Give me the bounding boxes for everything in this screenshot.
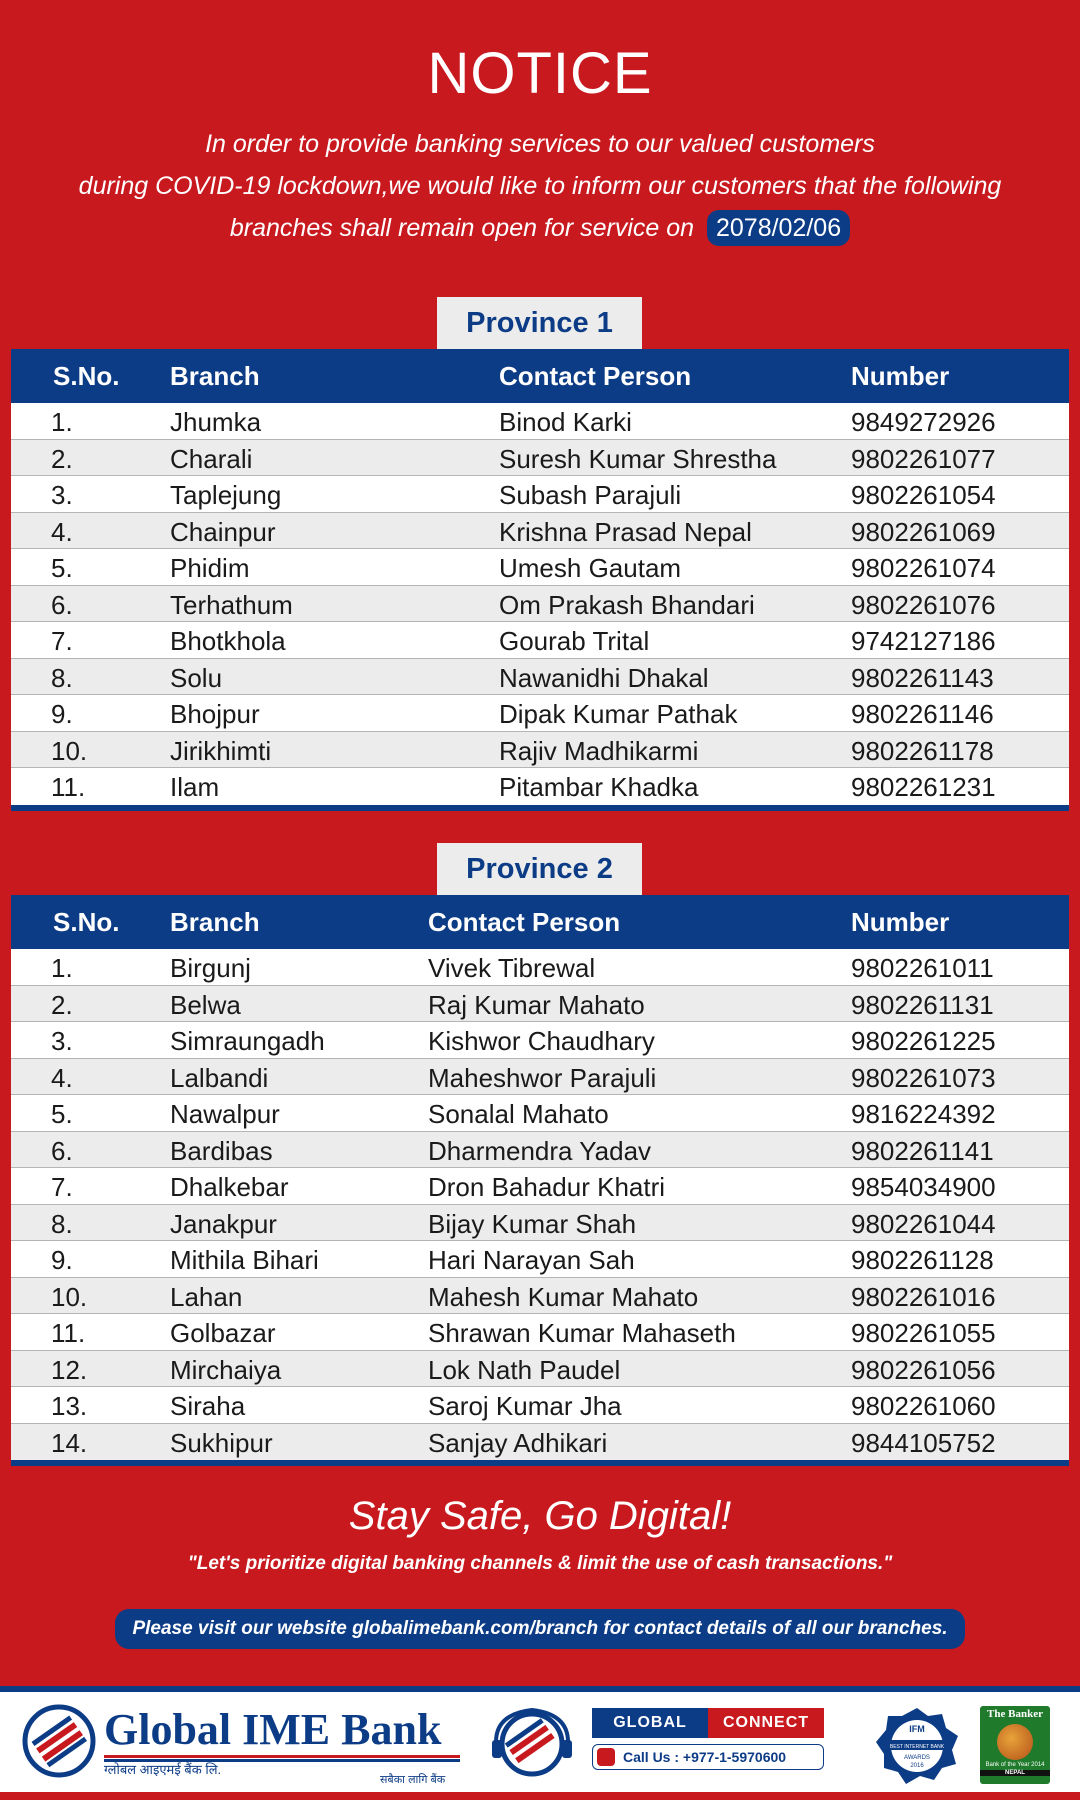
row-branch: Lalbandi <box>170 1062 269 1093</box>
row-branch: Belwa <box>170 989 241 1020</box>
row-contact-person: Sonalal Mahato <box>428 1099 609 1129</box>
table-row <box>11 1351 1069 1388</box>
table-row <box>11 1132 1069 1169</box>
row-contact-person: Nawanidhi Dhakal <box>499 662 709 693</box>
province-2-table <box>11 895 1069 1466</box>
row-phone-number: 9802261128 <box>851 1245 994 1275</box>
province-2-body <box>11 949 1069 1460</box>
table-row <box>11 403 1069 440</box>
row-contact-person: Sanjay Adhikari <box>428 1427 608 1458</box>
table-header <box>11 895 1069 949</box>
table-row <box>11 513 1069 550</box>
row-sno: 8. <box>51 662 73 693</box>
row-phone-number: 9802261077 <box>851 443 996 474</box>
table-row <box>11 1095 1069 1132</box>
row-branch: Nawalpur <box>170 1099 280 1129</box>
row-phone-number: 9802261011 <box>851 953 994 983</box>
row-phone-number: 9802261069 <box>851 516 996 547</box>
award-line2: AWARDS <box>904 1755 930 1761</box>
phone-icon <box>597 1748 615 1766</box>
quote-text: "Let's prioritize digital banking channels & limit the use of cash transactions." <box>187 1553 893 1574</box>
row-sno: 12. <box>51 1354 88 1385</box>
row-branch: Golbazar <box>170 1318 276 1348</box>
row-sno: 5. <box>51 553 73 583</box>
province-2-label: Province 2 <box>437 843 642 895</box>
row-branch: Lahan <box>170 1281 243 1312</box>
brand-subtitle: ग्लोबल आइएमई बैंक लि. <box>104 1762 222 1777</box>
row-branch: Chainpur <box>170 516 276 547</box>
call-us-phone[interactable] <box>592 1744 824 1770</box>
header-contact: Contact Person <box>499 361 692 391</box>
award-year: 2016 <box>910 1763 924 1769</box>
row-phone-number: 9802261056 <box>851 1354 996 1385</box>
table-row <box>11 622 1069 659</box>
globe-icon <box>997 1724 1033 1760</box>
row-phone-number: 9802261225 <box>851 1026 996 1056</box>
table-row <box>11 1168 1069 1205</box>
row-contact-person: Hari Narayan Sah <box>428 1245 635 1275</box>
header-branch: Branch <box>170 907 260 937</box>
intro-text <box>30 123 1050 249</box>
row-contact-person: Shrawan Kumar Mahaseth <box>428 1318 736 1348</box>
province-1-table <box>11 349 1069 811</box>
row-branch: Dhalkebar <box>170 1172 289 1202</box>
row-phone-number: 9802261231 <box>851 772 996 802</box>
call-us-text: Call Us : +977-1-5970600 <box>623 1749 787 1765</box>
row-contact-person: Om Prakash Bhandari <box>499 589 755 620</box>
row-branch: Sukhipur <box>170 1427 273 1458</box>
intro-line-1: In order to provide banking services to our valued customers <box>205 130 875 158</box>
row-sno: 10. <box>51 735 88 766</box>
row-phone-number: 9854034900 <box>851 1172 996 1202</box>
row-phone-number: 9802261143 <box>851 662 994 693</box>
footer-red-bar <box>0 1792 1080 1800</box>
header-branch: Branch <box>170 361 260 391</box>
table-row <box>11 732 1069 769</box>
row-phone-number: 9742127186 <box>851 626 996 656</box>
banker-country: NEPAL <box>980 1770 1050 1776</box>
row-sno: 7. <box>51 1172 73 1202</box>
footer <box>0 1686 1080 1800</box>
header-number: Number <box>851 907 950 937</box>
row-sno: 14. <box>51 1427 88 1458</box>
row-sno: 3. <box>51 480 73 510</box>
table-row <box>11 986 1069 1023</box>
row-contact-person: Dron Bahadur Khatri <box>428 1172 666 1202</box>
gc-connect-label: CONNECT <box>708 1708 824 1738</box>
row-phone-number: 9802261178 <box>851 735 994 766</box>
row-phone-number: 9849272926 <box>851 407 996 437</box>
table-row <box>11 1278 1069 1315</box>
table-row <box>11 549 1069 586</box>
row-phone-number: 9844105752 <box>851 1427 996 1458</box>
table-header <box>11 349 1069 403</box>
row-phone-number: 9802261131 <box>851 989 994 1020</box>
row-contact-person: Maheshwor Parajuli <box>428 1062 657 1093</box>
brand-tagline: सबैका लागि बैंक <box>380 1774 446 1786</box>
row-phone-number: 9802261016 <box>851 1281 996 1312</box>
visit-website-banner[interactable]: Please visit our website globalimebank.com/branch for contact details of all our branches. <box>115 1609 965 1649</box>
row-branch: Bhojpur <box>170 699 260 729</box>
row-branch: Jhumka <box>170 407 262 437</box>
table-row <box>11 1424 1069 1461</box>
row-contact-person: Pitambar Khadka <box>499 772 699 802</box>
row-branch: Mithila Bihari <box>170 1245 319 1275</box>
row-contact-person: Bijay Kumar Shah <box>428 1208 637 1239</box>
province-1-label: Province 1 <box>437 297 642 349</box>
table-row <box>11 768 1069 805</box>
row-contact-person: Mahesh Kumar Mahato <box>428 1281 699 1312</box>
row-branch: Janakpur <box>170 1208 277 1239</box>
award-org: IFM <box>909 1724 925 1734</box>
row-contact-person: Lok Nath Paudel <box>428 1354 621 1385</box>
row-branch: Siraha <box>170 1391 246 1421</box>
row-sno: 10. <box>51 1281 88 1312</box>
row-sno: 7. <box>51 626 73 656</box>
row-contact-person: Vivek Tibrewal <box>428 953 596 983</box>
row-sno: 11. <box>51 772 86 802</box>
row-sno: 4. <box>51 516 73 547</box>
row-sno: 9. <box>51 1245 73 1275</box>
row-sno: 6. <box>51 1135 73 1166</box>
header-sno: S.No. <box>53 907 120 937</box>
row-branch: Bhotkhola <box>170 626 286 656</box>
row-branch: Taplejung <box>170 480 282 510</box>
row-contact-person: Dipak Kumar Pathak <box>499 699 738 729</box>
table-row <box>11 1241 1069 1278</box>
row-contact-person: Umesh Gautam <box>499 553 682 583</box>
table-row <box>11 1059 1069 1096</box>
row-contact-person: Subash Parajuli <box>499 480 682 510</box>
header-number: Number <box>851 361 950 391</box>
row-sno: 4. <box>51 1062 73 1093</box>
row-phone-number: 9802261060 <box>851 1391 996 1421</box>
row-contact-person: Rajiv Madhikarmi <box>499 735 699 766</box>
intro-line-3-text: branches shall remain open for service on <box>229 214 695 242</box>
row-branch: Phidim <box>170 553 250 583</box>
row-contact-person: Krishna Prasad Nepal <box>499 516 752 547</box>
table-row <box>11 949 1069 986</box>
row-phone-number: 9816224392 <box>851 1099 996 1129</box>
table-row <box>11 1387 1069 1424</box>
table-row <box>11 586 1069 623</box>
row-branch: Mirchaiya <box>170 1354 282 1385</box>
row-contact-person: Dharmendra Yadav <box>428 1135 652 1166</box>
global-connect-box <box>592 1708 824 1770</box>
award-line1: BEST INTERNET BANK <box>889 1744 945 1750</box>
row-branch: Terhathum <box>170 589 293 620</box>
global-connect-logo-icon <box>490 1702 574 1786</box>
row-phone-number: 9802261076 <box>851 589 996 620</box>
row-phone-number: 9802261044 <box>851 1208 996 1239</box>
global-connect-title <box>592 1708 824 1738</box>
ifm-award-badge-icon <box>872 1706 962 1788</box>
bank-logo-icon <box>22 1704 96 1778</box>
banker-title: The Banker <box>987 1708 1043 1720</box>
row-sno: 1. <box>51 407 73 437</box>
the-banker-award-badge <box>980 1706 1050 1784</box>
table-row <box>11 1022 1069 1059</box>
row-sno: 8. <box>51 1208 73 1239</box>
row-branch: Birgunj <box>170 953 251 983</box>
row-branch: Solu <box>170 662 223 693</box>
header-sno: S.No. <box>53 361 120 391</box>
table-row <box>11 1314 1069 1351</box>
row-sno: 2. <box>51 443 73 474</box>
row-branch: Jirikhimti <box>170 735 272 766</box>
date-badge: 2078/02/06 <box>707 210 850 246</box>
row-sno: 3. <box>51 1026 73 1056</box>
province-1-body <box>11 403 1069 805</box>
row-contact-person: Suresh Kumar Shrestha <box>499 443 777 474</box>
row-contact-person: Kishwor Chaudhary <box>428 1026 655 1056</box>
row-branch: Ilam <box>170 772 220 802</box>
gc-global-label: GLOBAL <box>592 1708 708 1738</box>
row-phone-number: 9802261073 <box>851 1062 996 1093</box>
intro-line-2: during COVID-19 lockdown,we would like to inform our customers that the following <box>78 172 1002 200</box>
row-branch: Bardibas <box>170 1135 273 1166</box>
row-sno: 5. <box>51 1099 73 1129</box>
row-phone-number: 9802261055 <box>851 1318 996 1348</box>
row-phone-number: 9802261074 <box>851 553 996 583</box>
table-row <box>11 476 1069 513</box>
row-sno: 1. <box>51 953 73 983</box>
row-sno: 6. <box>51 589 73 620</box>
row-sno: 11. <box>51 1318 86 1348</box>
row-branch: Simraungadh <box>170 1026 325 1056</box>
row-phone-number: 9802261141 <box>851 1135 994 1166</box>
table-row <box>11 659 1069 696</box>
table-row <box>11 1205 1069 1242</box>
slogan: Stay Safe, Go Digital! <box>348 1494 732 1538</box>
row-phone-number: 9802261146 <box>851 699 994 729</box>
table-row <box>11 695 1069 732</box>
notice-title: NOTICE <box>427 41 653 106</box>
row-sno: 2. <box>51 989 73 1020</box>
table-row <box>11 440 1069 477</box>
row-contact-person: Raj Kumar Mahato <box>428 989 645 1020</box>
row-contact-person: Saroj Kumar Jha <box>428 1391 622 1421</box>
brand-rule-red <box>104 1755 460 1758</box>
row-branch: Charali <box>170 443 253 474</box>
banker-year: Bank of the Year 2014 <box>985 1762 1045 1768</box>
row-contact-person: Binod Karki <box>499 407 632 437</box>
intro-line-3 <box>30 207 1050 249</box>
row-contact-person: Gourab Trital <box>499 626 650 656</box>
row-sno: 13. <box>51 1391 88 1421</box>
header-contact: Contact Person <box>428 907 621 937</box>
row-sno: 9. <box>51 699 73 729</box>
brand-name: Global IME Bank <box>104 1705 442 1754</box>
row-phone-number: 9802261054 <box>851 480 996 510</box>
